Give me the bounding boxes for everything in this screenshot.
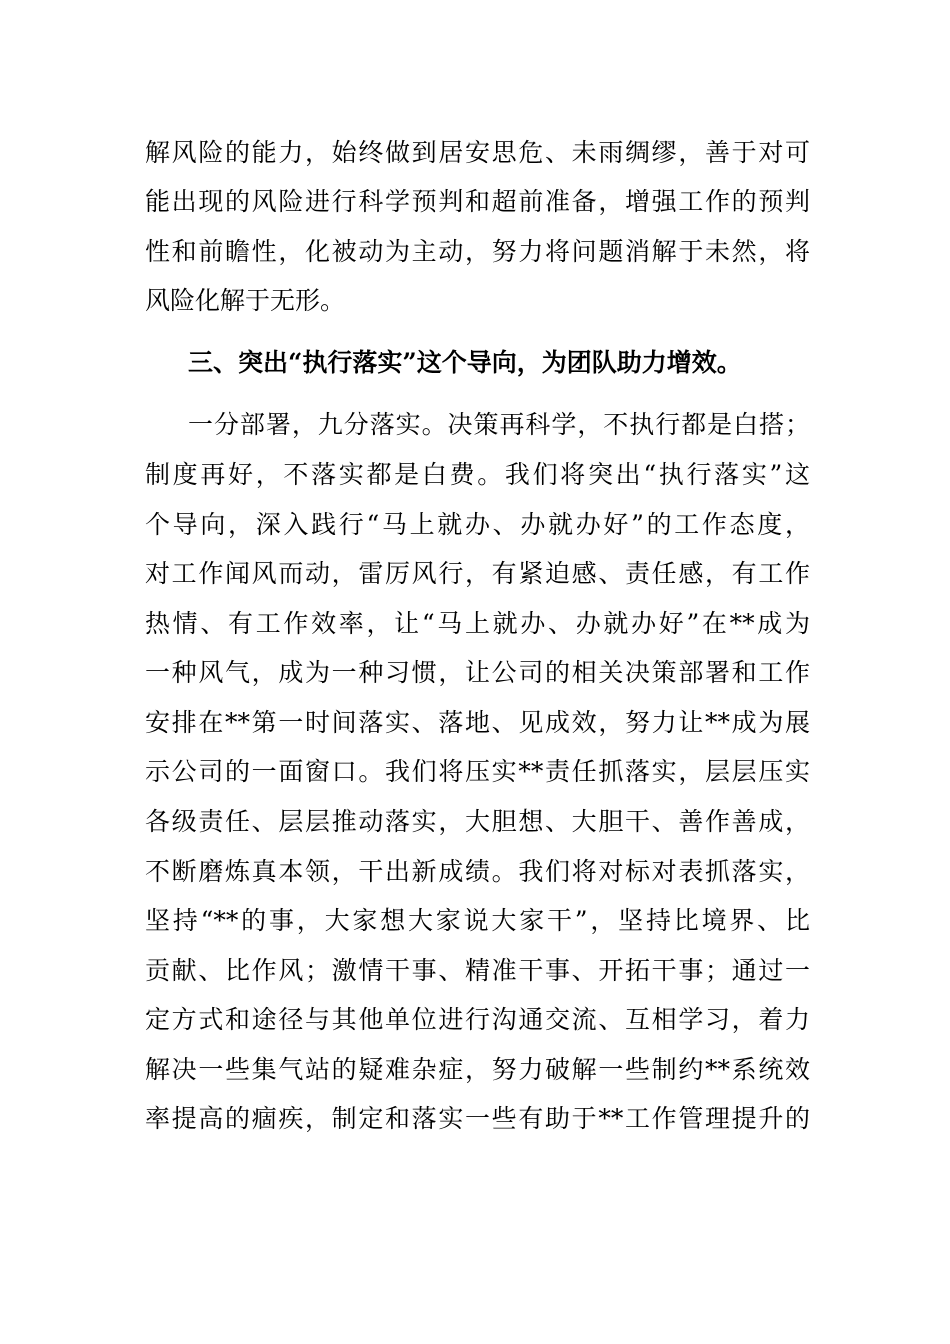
paragraph-line: 示公司的一面窗口。我们将压实**责任抓落实，层层压实 (145, 757, 810, 786)
paragraph-line: 解风险的能力，始终做到居安思危、未雨绸缪，善于对可 (145, 138, 810, 167)
paragraph-line: 坚持“**的事，大家想大家说大家干”，坚持比境界、比 (145, 906, 810, 935)
paragraph-line: 各级责任、层层推动落实，大胆想、大胆干、善作善成， (145, 807, 810, 836)
paragraph-line: 热情、有工作效率，让“马上就办、办就办好”在**成为 (145, 609, 810, 638)
paragraph-line: 不断磨炼真本领，干出新成绩。我们将对标对表抓落实， (145, 857, 810, 886)
paragraph-line: 贡献、比作风；激情干事、精准干事、开拓干事；通过一 (145, 956, 810, 985)
paragraph-line: 个导向，深入践行“马上就办、办就办好”的工作态度， (145, 510, 810, 539)
paragraph-line: 安排在**第一时间落实、落地、见成效，努力让**成为展 (145, 708, 810, 737)
paragraph-line: 制度再好，不落实都是白费。我们将突出“执行落实”这 (145, 460, 810, 489)
paragraph-line: 对工作闻风而动，雷厉风行，有紧迫感、责任感，有工作 (145, 559, 810, 588)
section-heading: 三、突出“执行落实”这个导向，为团队助力增效。 (188, 348, 742, 377)
paragraph-line: 定方式和途径与其他单位进行沟通交流、互相学习，着力 (145, 1005, 810, 1034)
paragraph-line: 一种风气，成为一种习惯，让公司的相关决策部署和工作 (145, 658, 810, 687)
paragraph-line: 能出现的风险进行科学预判和超前准备，增强工作的预判 (145, 187, 810, 216)
paragraph-line: 性和前瞻性，化被动为主动，努力将问题消解于未然，将 (145, 237, 810, 266)
paragraph-line: 一分部署，九分落实。决策再科学，不执行都是白搭； (188, 410, 810, 439)
paragraph-line: 风险化解于无形。 (145, 286, 346, 315)
paragraph-line: 解决一些集气站的疑难杂症，努力破解一些制约**系统效 (145, 1055, 810, 1084)
paragraph-line: 率提高的痼疾，制定和落实一些有助于**工作管理提升的 (145, 1104, 810, 1133)
